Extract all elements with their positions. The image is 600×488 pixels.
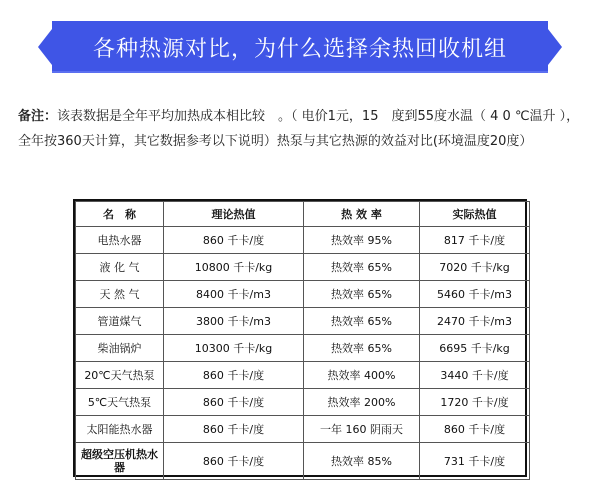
table-row xyxy=(76,416,530,443)
cell-theoretical: 860 千卡/度 xyxy=(164,362,304,389)
cell-name: 液 化 气 xyxy=(76,254,164,281)
cell-name: 管道煤气 xyxy=(76,308,164,335)
cell-efficiency: 热效率 200% xyxy=(304,389,420,416)
banner-left-notch xyxy=(38,29,52,65)
cell-name: 20℃天气热泵 xyxy=(76,362,164,389)
page-title: 各种热源对比，为什么选择余热回收机组 xyxy=(92,36,507,62)
cell-efficiency: 热效率 85% xyxy=(304,443,420,480)
cell-actual: 817 千卡/度 xyxy=(420,227,530,254)
table-row xyxy=(76,227,530,254)
note-paragraph xyxy=(18,104,586,154)
cell-efficiency: 热效率 65% xyxy=(304,308,420,335)
table-row xyxy=(76,335,530,362)
table-row xyxy=(76,281,530,308)
note-label: 备注： xyxy=(18,109,58,124)
table-row xyxy=(76,362,530,389)
table-row xyxy=(76,308,530,335)
cell-efficiency: 热效率 65% xyxy=(304,335,420,362)
cell-name: 5℃天气热泵 xyxy=(76,389,164,416)
note-text: 该表数据是全年平均加热成本相比较 。（ 电价1元，15 度到55度水温（ 4 0 ℃温升 ），全年按360天计算，其它数据参考以下说明）热泵与其它热源的效益对比(环境温度20度） xyxy=(18,109,580,149)
cell-efficiency: 热效率 65% xyxy=(304,254,420,281)
cell-actual: 860 千卡/度 xyxy=(420,416,530,443)
cell-theoretical: 860 千卡/度 xyxy=(164,389,304,416)
cell-actual: 731 千卡/度 xyxy=(420,443,530,480)
table-row xyxy=(76,443,530,480)
cell-theoretical: 10800 千卡/kg xyxy=(164,254,304,281)
header-theoretical: 理论热值 xyxy=(164,202,304,227)
header-efficiency: 热 效 率 xyxy=(304,202,420,227)
cell-actual: 6695 千卡/kg xyxy=(420,335,530,362)
cell-name: 电热水器 xyxy=(76,227,164,254)
cell-actual: 7020 千卡/kg xyxy=(420,254,530,281)
table-row xyxy=(76,389,530,416)
comparison-table xyxy=(73,199,527,477)
cell-name: 天 然 气 xyxy=(76,281,164,308)
cell-efficiency: 热效率 400% xyxy=(304,362,420,389)
cell-actual: 3440 千卡/度 xyxy=(420,362,530,389)
cell-theoretical: 10300 千卡/kg xyxy=(164,335,304,362)
cell-theoretical: 8400 千卡/m3 xyxy=(164,281,304,308)
cell-efficiency: 热效率 95% xyxy=(304,227,420,254)
banner-right-notch xyxy=(548,29,562,65)
header-actual: 实际热值 xyxy=(420,202,530,227)
cell-theoretical: 860 千卡/度 xyxy=(164,227,304,254)
cell-actual: 5460 千卡/m3 xyxy=(420,281,530,308)
cell-name: 太阳能热水器 xyxy=(76,416,164,443)
cell-name: 超级空压机热水器 xyxy=(76,443,164,480)
cell-theoretical: 3800 千卡/m3 xyxy=(164,308,304,335)
table-header-row xyxy=(76,202,530,227)
cell-efficiency: 热效率 65% xyxy=(304,281,420,308)
cell-name: 柴油锅炉 xyxy=(76,335,164,362)
cell-efficiency: 一年 160 阴雨天 xyxy=(304,416,420,443)
cell-theoretical: 860 千卡/度 xyxy=(164,443,304,480)
cell-theoretical: 860 千卡/度 xyxy=(164,416,304,443)
table-row xyxy=(76,254,530,281)
title-banner xyxy=(38,21,562,73)
header-name: 名 称 xyxy=(76,202,164,227)
heat-source-table xyxy=(75,201,530,480)
cell-actual: 2470 千卡/m3 xyxy=(420,308,530,335)
cell-actual: 1720 千卡/度 xyxy=(420,389,530,416)
